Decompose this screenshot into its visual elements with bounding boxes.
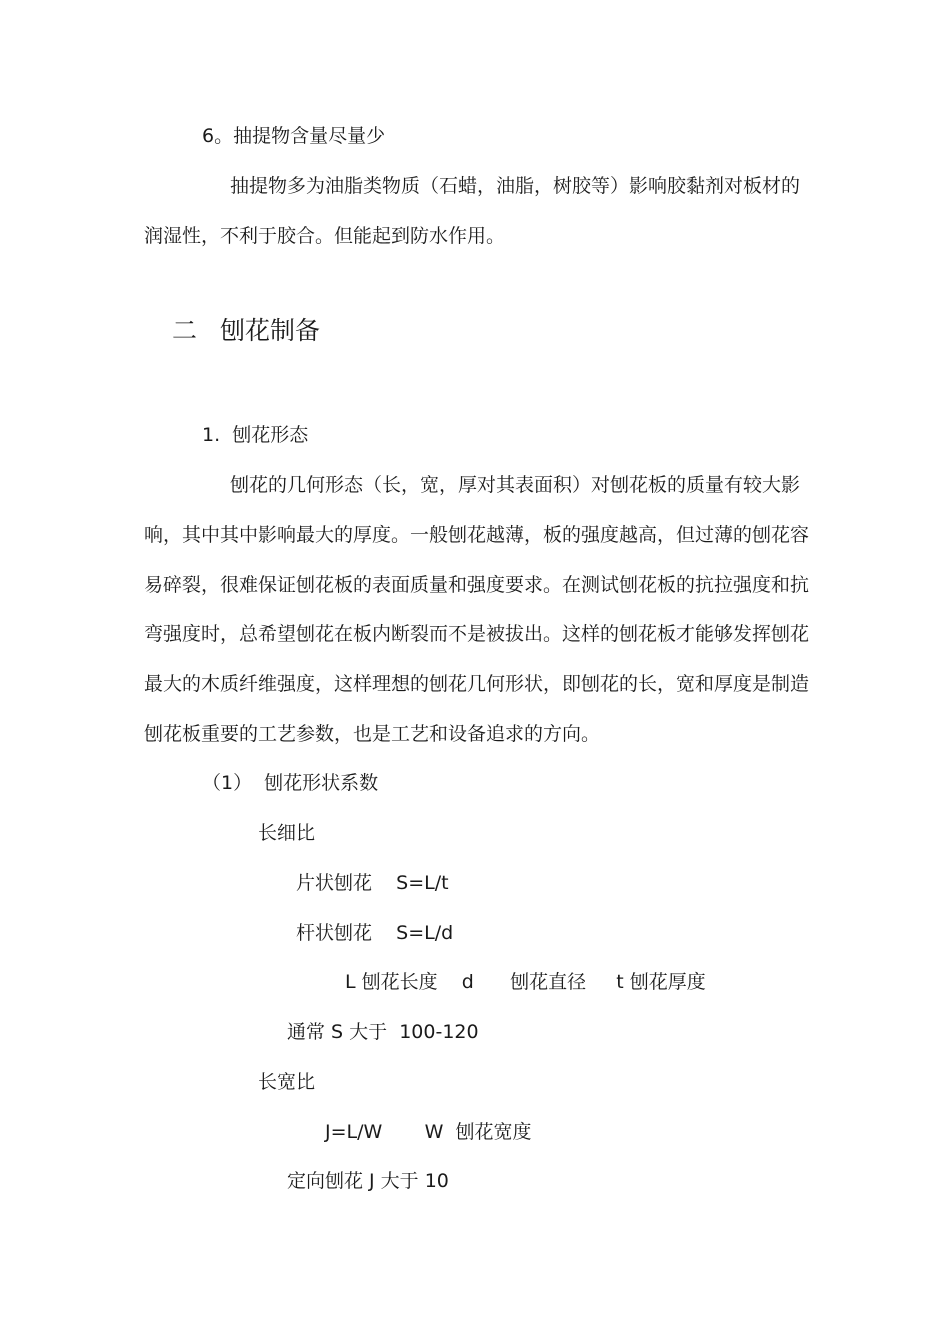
paragraph-line: 润湿性，不利于胶合。但能起到防水作用。 [144,225,506,247]
formula-aspect: J=L/W W 刨花宽度 [325,1121,532,1143]
formula-strand: 杆状刨花 S=L/d [296,922,454,944]
subsection-heading: 1. 刨花形态 [202,424,309,446]
list-item-6: 6。抽提物含量尽量少 [202,125,386,147]
typical-value: 通常 S 大于 100-120 [287,1021,479,1043]
paragraph-line: 刨花板重要的工艺参数，也是工艺和设备追求的方向。 [144,723,601,745]
paragraph-line: 响，其中其中影响最大的厚度。一般刨花越薄，板的强度越高，但过薄的刨花容 [144,524,810,546]
formula-flake: 片状刨花 S=L/t [296,872,449,894]
paragraph-line: 易碎裂，很难保证刨花板的表面质量和强度要求。在测试刨花板的抗拉强度和抗 [144,574,810,596]
term-aspect-ratio: 长宽比 [258,1071,316,1093]
oriented-value: 定向刨花 J 大于 10 [287,1170,449,1192]
paragraph-line: 弯强度时，总希望刨花在板内断裂而不是被拔出。这样的刨花板才能够发挥刨花 [144,623,810,645]
paragraph-line: 最大的木质纤维强度，这样理想的刨花几何形状，即刨花的长，宽和厚度是制造 [144,673,810,695]
paragraph-line: 抽提物多为油脂类物质（石蜡，油脂，树胶等）影响胶黏剂对板材的 [230,175,801,197]
section-number: 二 [172,316,198,345]
paragraph-line: 刨花的几何形态（长，宽，厚对其表面积）对刨花板的质量有较大影 [230,474,801,496]
subheading-shape-factor: （1） 刨花形状系数 [202,772,379,794]
term-slenderness: 长细比 [258,822,316,844]
formula-legend: L 刨花长度 d 刨花直径 t 刨花厚度 [345,971,706,993]
section-heading: 刨花制备 [220,316,321,345]
